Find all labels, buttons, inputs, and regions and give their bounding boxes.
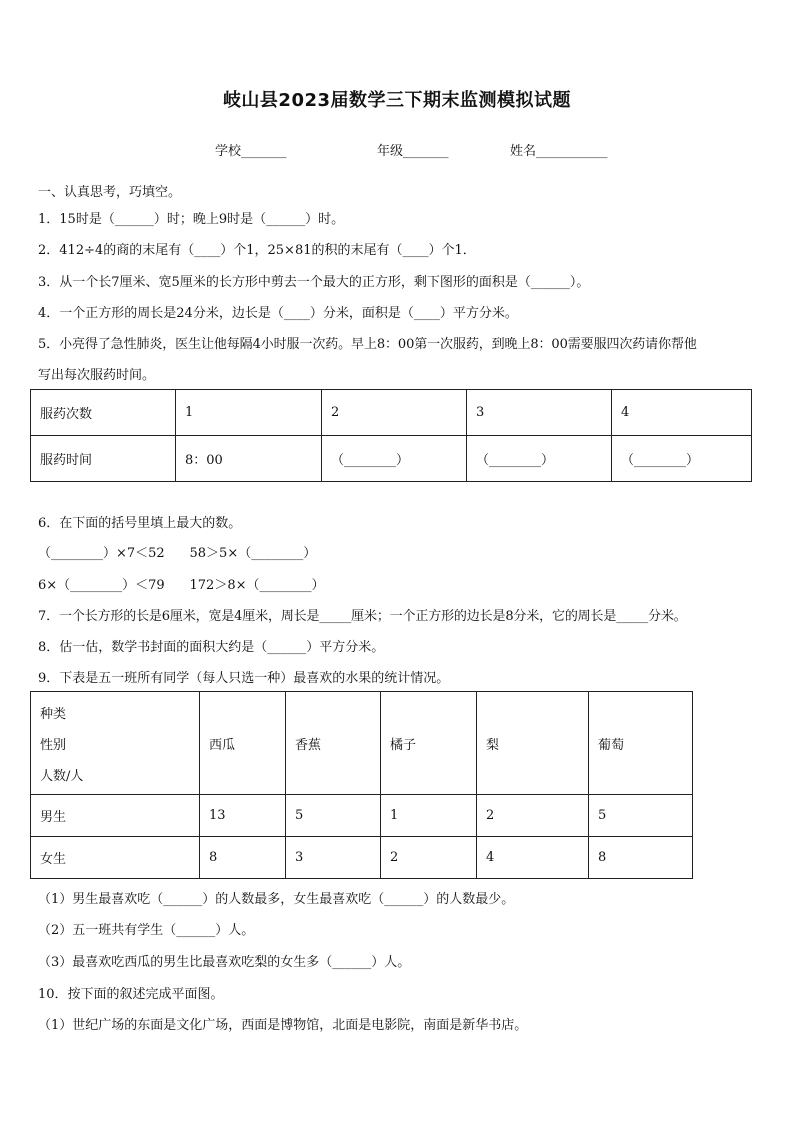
- table-cell: 8：00: [176, 436, 322, 482]
- table-cell: 1: [381, 795, 477, 837]
- column-header: 橘子: [381, 692, 477, 795]
- question-4: 4．一个正方形的周长是24分米，边长是（____）分米，面积是（____）平方分米。: [38, 306, 518, 321]
- table-cell: 4: [612, 390, 752, 436]
- question-3: 3．从一个长7厘米、宽5厘米的长方形中剪去一个最大的正方形，剩下图形的面积是（______）。: [38, 275, 590, 290]
- table-cell: 2: [322, 390, 467, 436]
- header-category: 种类: [40, 706, 67, 722]
- question-5-continued: 写出每次服药时间。: [38, 368, 156, 383]
- question-1: 1．15时是（______）时；晚上9时是（______）时。: [38, 212, 345, 227]
- answer-blank[interactable]: （________）: [322, 436, 467, 482]
- page-title: 岐山县2023届数学三下期末监测模拟试题: [222, 90, 572, 111]
- column-header: 梨: [477, 692, 589, 795]
- column-header: 香蕉: [286, 692, 381, 795]
- column-header: 葡萄: [589, 692, 693, 795]
- table-cell: 2: [381, 837, 477, 879]
- table-cell: 服药时间: [31, 436, 176, 482]
- table-cell: 13: [200, 795, 286, 837]
- question-9: 9．下表是五一班所有同学（每人只选一种）最喜欢的水果的统计情况。: [38, 671, 450, 686]
- table-cell: 2: [477, 795, 589, 837]
- question-6-part-a: （________）×7＜52 58＞5×（________）: [38, 546, 317, 561]
- row-header: 男生: [31, 795, 200, 837]
- question-10-part-1: （1）世纪广场的东面是文化广场，西面是博物馆，北面是电影院，南面是新华书店。: [38, 1018, 528, 1033]
- column-header: 西瓜: [200, 692, 286, 795]
- section-heading: 一、认真思考，巧填空。: [38, 185, 182, 200]
- diagonal-header-cell: [31, 692, 200, 795]
- table-cell: 8: [200, 837, 286, 879]
- table-cell: 5: [286, 795, 381, 837]
- table-row: [31, 692, 693, 795]
- table-cell: 5: [589, 795, 693, 837]
- question-6-part-b: 6×（________）＜79 172＞8×（________）: [38, 578, 325, 593]
- header-count: 人数/人: [40, 768, 84, 784]
- name-field[interactable]: 姓名___________: [510, 144, 608, 159]
- answer-blank[interactable]: （________）: [467, 436, 612, 482]
- grade-field[interactable]: 年级_______: [377, 144, 449, 159]
- question-9-part-3: （3）最喜欢吃西瓜的男生比最喜欢吃梨的女生多（______）人。: [38, 955, 411, 970]
- question-5: 5．小亮得了急性肺炎，医生让他每隔4小时服一次药。早上8：00第一次服药，到晚上8：00需要服四次药请你帮他: [38, 337, 697, 352]
- table-cell: 4: [477, 837, 589, 879]
- question-6: 6．在下面的括号里填上最大的数。: [38, 516, 242, 531]
- question-10: 10．按下面的叙述完成平面图。: [38, 987, 224, 1002]
- header-gender: 性别: [40, 737, 67, 753]
- table-cell: 1: [176, 390, 322, 436]
- table-cell: 3: [467, 390, 612, 436]
- table-row: [31, 390, 752, 436]
- question-2: 2．412÷4的商的末尾有（____）个1，25×81的积的末尾有（____）个1．: [38, 243, 476, 258]
- table-cell: 8: [589, 837, 693, 879]
- row-header: 女生: [31, 837, 200, 879]
- table-cell: 服药次数: [31, 390, 176, 436]
- fruit-table: [30, 691, 693, 879]
- table-row: [31, 795, 693, 837]
- question-9-part-2: （2）五一班共有学生（______）人。: [38, 923, 255, 938]
- medicine-table: [30, 389, 752, 482]
- table-row: [31, 436, 752, 482]
- question-9-part-1: （1）男生最喜欢吃（______）的人数最多，女生最喜欢吃（______）的人数最少。: [38, 892, 515, 907]
- table-cell: 3: [286, 837, 381, 879]
- question-8: 8．估一估，数学书封面的面积大约是（______）平方分米。: [38, 640, 385, 655]
- question-7: 7．一个长方形的长是6厘米，宽是4厘米，周长是_____厘米；一个正方形的边长是8分米，它的周长是_____分米。: [38, 609, 687, 624]
- table-row: [31, 837, 693, 879]
- answer-blank[interactable]: （________）: [612, 436, 752, 482]
- school-field[interactable]: 学校_______: [215, 144, 287, 159]
